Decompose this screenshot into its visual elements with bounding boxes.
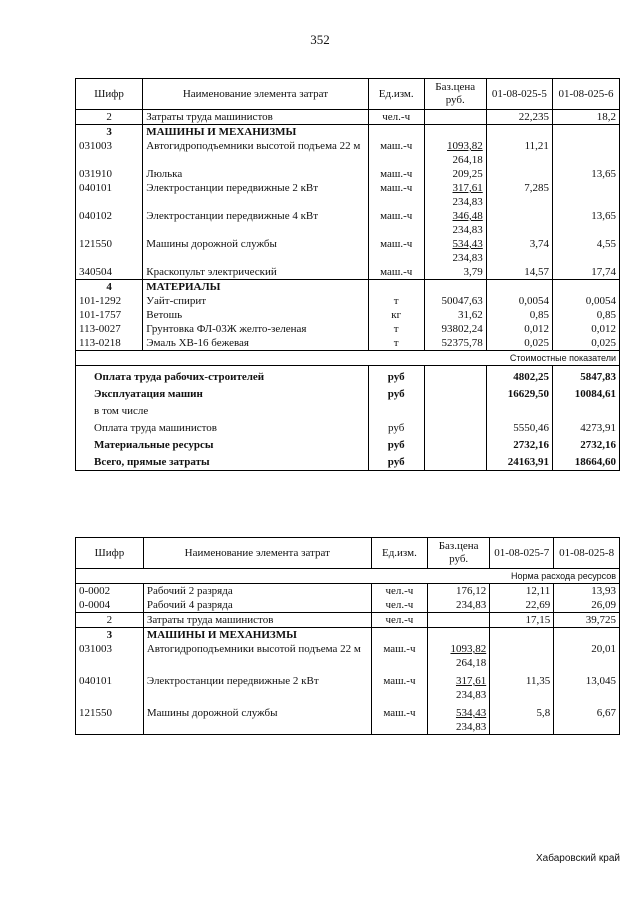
row-value-5: 7,285	[486, 181, 552, 209]
price-secondary: 234,83	[455, 721, 487, 733]
row-value-6: 0,0054	[552, 294, 619, 308]
row-code: 101-1757	[76, 308, 143, 322]
region-footer: Хабаровский край	[535, 853, 620, 864]
summary-name: Оплата труда рабочих-строителей	[76, 366, 369, 385]
row-value-8: 39,725	[554, 613, 620, 628]
row-unit: т	[368, 322, 424, 336]
row-name: Затраты труда машинистов	[143, 110, 368, 125]
table-row	[76, 110, 620, 125]
header-price: Баз.цена руб.	[428, 538, 490, 569]
row-unit: маш.-ч	[368, 167, 424, 181]
row-value-8: 13,93	[554, 584, 620, 599]
row-value-8: 13,045	[554, 670, 620, 702]
summary-row	[76, 384, 620, 401]
section-title: МАТЕРИАЛЫ	[143, 280, 368, 295]
summary-label: Стоимостные показатели	[76, 351, 620, 366]
table-row	[76, 702, 620, 735]
row-code: 113-0218	[76, 336, 143, 351]
section-title: МАШИНЫ И МЕХАНИЗМЫ	[143, 125, 368, 140]
row-price: 176,12	[428, 584, 490, 599]
row-unit: маш.-ч	[371, 642, 427, 670]
price-secondary: 234,83	[452, 224, 483, 236]
header-col-5: 01-08-025-5	[486, 79, 552, 110]
row-value-6: 13,65	[552, 167, 619, 181]
price-main: 346,48	[452, 210, 483, 222]
table-header	[76, 79, 620, 110]
row-name: Краскопульт электрический	[143, 265, 368, 280]
summary-value-6: 4273,91	[552, 418, 619, 435]
row-unit: маш.-ч	[371, 702, 427, 735]
row-value-8: 26,09	[554, 598, 620, 613]
row-price	[424, 237, 486, 265]
row-value-7: 17,15	[490, 613, 554, 628]
table-row	[76, 265, 620, 280]
header-name: Наименование элемента затрат	[143, 538, 371, 569]
row-value-7: 12,11	[490, 584, 554, 599]
table-row	[76, 613, 620, 628]
price-main: 317,61	[452, 182, 483, 194]
section-row	[76, 280, 620, 295]
price-main: 534,43	[455, 707, 487, 719]
row-value-5: 0,025	[486, 336, 552, 351]
summary-unit: руб	[368, 366, 424, 385]
row-unit: кг	[368, 308, 424, 322]
row-value-6	[552, 181, 619, 209]
row-price: 234,83	[428, 598, 490, 613]
row-code: 4	[76, 280, 143, 295]
row-code: 0-0002	[76, 584, 144, 599]
row-name: Уайт-спирит	[143, 294, 368, 308]
row-value-5: 0,012	[486, 322, 552, 336]
row-price	[428, 642, 490, 670]
row-price	[428, 702, 490, 735]
price-secondary: 234,83	[455, 689, 487, 701]
row-code: 031003	[76, 139, 143, 167]
row-unit: чел.-ч	[371, 613, 427, 628]
table-row	[76, 642, 620, 670]
summary-value-5: 5550,46	[486, 418, 552, 435]
row-code: 101-1292	[76, 294, 143, 308]
row-unit: т	[368, 336, 424, 351]
row-code: 031003	[76, 642, 144, 670]
row-name: Автогидроподъемники высотой подъема 22 м	[143, 642, 371, 670]
row-value-5: 0,85	[486, 308, 552, 322]
row-code: 121550	[76, 702, 144, 735]
row-price: 93802,24	[424, 322, 486, 336]
summary-name: Всего, прямые затраты	[76, 452, 369, 471]
row-unit: маш.-ч	[368, 237, 424, 265]
row-name: Электростанции передвижные 2 кВт	[143, 181, 368, 209]
summary-value-5: 16629,50	[486, 384, 552, 401]
table-row	[76, 670, 620, 702]
row-value-5	[486, 209, 552, 237]
summary-label-row	[76, 351, 620, 366]
header-name: Наименование элемента затрат	[143, 79, 368, 110]
summary-value-6: 10084,61	[552, 384, 619, 401]
row-code: 121550	[76, 237, 143, 265]
row-code: 0-0004	[76, 598, 144, 613]
row-code: 340504	[76, 265, 143, 280]
row-name: Эмаль ХВ-16 бежевая	[143, 336, 368, 351]
row-value-5: 11,21	[486, 139, 552, 167]
table-row	[76, 336, 620, 351]
row-price	[428, 670, 490, 702]
row-value-5: 3,74	[486, 237, 552, 265]
price-secondary: 234,83	[452, 252, 483, 264]
row-value-6: 17,74	[552, 265, 619, 280]
header-unit: Ед.изм.	[371, 538, 427, 569]
header-col-6: 01-08-025-6	[552, 79, 619, 110]
summary-name: в том числе	[76, 401, 369, 418]
summary-row	[76, 418, 620, 435]
row-value-6: 4,55	[552, 237, 619, 265]
row-unit: чел.-ч	[371, 584, 427, 599]
summary-value-6: 2732,16	[552, 435, 619, 452]
row-value-6: 0,025	[552, 336, 619, 351]
page-number: 352	[310, 32, 330, 47]
summary-row	[76, 401, 620, 418]
row-value-6	[552, 139, 619, 167]
row-unit: чел.-ч	[371, 598, 427, 613]
row-value-6: 0,012	[552, 322, 619, 336]
section-row	[76, 628, 620, 643]
row-price: 31,62	[424, 308, 486, 322]
table-row	[76, 181, 620, 209]
row-value-7	[490, 642, 554, 670]
row-unit: маш.-ч	[368, 181, 424, 209]
row-value-7: 22,69	[490, 598, 554, 613]
row-value-7: 5,8	[490, 702, 554, 735]
price-secondary: 264,18	[455, 657, 487, 669]
row-code: 040101	[76, 181, 143, 209]
row-name: Люлька	[143, 167, 368, 181]
summary-unit: руб	[368, 435, 424, 452]
row-value-6: 0,85	[552, 308, 619, 322]
price-secondary: 234,83	[452, 196, 483, 208]
row-unit: т	[368, 294, 424, 308]
row-code: 3	[76, 628, 144, 643]
row-price: 3,79	[424, 265, 486, 280]
row-name: Электростанции передвижные 2 кВт	[143, 670, 371, 702]
row-price: 209,25	[424, 167, 486, 181]
row-name: Грунтовка ФЛ-03Ж желто-зеленая	[143, 322, 368, 336]
summary-name: Эксплуатация машин	[76, 384, 369, 401]
table-row	[76, 322, 620, 336]
row-value-5	[486, 167, 552, 181]
row-price: 52375,78	[424, 336, 486, 351]
table-row	[76, 237, 620, 265]
row-value-5: 0,0054	[486, 294, 552, 308]
header-col-7: 01-08-025-7	[490, 538, 554, 569]
table-row	[76, 584, 620, 599]
header-col-8: 01-08-025-8	[554, 538, 620, 569]
header-code: Шифр	[76, 538, 144, 569]
row-name: Рабочий 4 разряда	[143, 598, 371, 613]
norm-label: Норма расхода ресурсов	[76, 569, 620, 584]
row-name: Ветошь	[143, 308, 368, 322]
row-value-7: 11,35	[490, 670, 554, 702]
price-main: 534,43	[452, 238, 483, 250]
table-row	[76, 167, 620, 181]
row-name: Рабочий 2 разряда	[143, 584, 371, 599]
row-price: 50047,63	[424, 294, 486, 308]
row-unit: маш.-ч	[371, 670, 427, 702]
row-unit: маш.-ч	[368, 209, 424, 237]
row-price	[428, 613, 490, 628]
table-row	[76, 209, 620, 237]
price-main: 317,61	[455, 675, 487, 687]
section-row	[76, 125, 620, 140]
row-unit: маш.-ч	[368, 265, 424, 280]
row-value-5: 14,57	[486, 265, 552, 280]
section-title: МАШИНЫ И МЕХАНИЗМЫ	[143, 628, 371, 643]
row-unit: чел.-ч	[368, 110, 424, 125]
row-code: 040101	[76, 670, 144, 702]
summary-row	[76, 366, 620, 385]
row-price	[424, 139, 486, 167]
summary-value-5: 4802,25	[486, 366, 552, 385]
row-unit: маш.-ч	[368, 139, 424, 167]
row-name: Электростанции передвижные 4 кВт	[143, 209, 368, 237]
header-price: Баз.цена руб.	[424, 79, 486, 110]
summary-name: Оплата труда машинистов	[76, 418, 369, 435]
price-secondary: 264,18	[452, 154, 483, 166]
summary-name: Материальные ресурсы	[76, 435, 369, 452]
row-name: Машины дорожной службы	[143, 237, 368, 265]
table-header	[76, 538, 620, 569]
summary-unit: руб	[368, 418, 424, 435]
summary-value-6: 5847,83	[552, 366, 619, 385]
row-value-8: 6,67	[554, 702, 620, 735]
table-row	[76, 308, 620, 322]
row-price	[424, 181, 486, 209]
row-value-5: 22,235	[486, 110, 552, 125]
header-code: Шифр	[76, 79, 143, 110]
summary-value-5: 24163,91	[486, 452, 552, 471]
summary-row	[76, 452, 620, 471]
row-code: 2	[76, 613, 144, 628]
table-row	[76, 139, 620, 167]
row-value-6: 13,65	[552, 209, 619, 237]
row-code: 031910	[76, 167, 143, 181]
price-main: 1093,82	[447, 140, 483, 152]
row-name: Затраты труда машинистов	[143, 613, 371, 628]
row-code: 113-0027	[76, 322, 143, 336]
row-name: Машины дорожной службы	[143, 702, 371, 735]
table-row	[76, 294, 620, 308]
norm-label-row	[76, 569, 620, 584]
row-price	[424, 110, 486, 125]
row-value-6: 18,2	[552, 110, 619, 125]
summary-value-6: 18664,60	[552, 452, 619, 471]
row-name: Автогидроподъемники высотой подъема 22 м	[143, 139, 368, 167]
header-unit: Ед.изм.	[368, 79, 424, 110]
row-code: 3	[76, 125, 143, 140]
summary-unit: руб	[368, 452, 424, 471]
row-value-8: 20,01	[554, 642, 620, 670]
cost-table-2	[75, 537, 620, 735]
summary-row	[76, 435, 620, 452]
summary-value-5: 2732,16	[486, 435, 552, 452]
row-price	[424, 209, 486, 237]
cost-table-1	[75, 78, 620, 471]
price-main: 1093,82	[450, 643, 487, 655]
table-row	[76, 598, 620, 613]
row-code: 2	[76, 110, 143, 125]
row-code: 040102	[76, 209, 143, 237]
summary-unit: руб	[368, 384, 424, 401]
